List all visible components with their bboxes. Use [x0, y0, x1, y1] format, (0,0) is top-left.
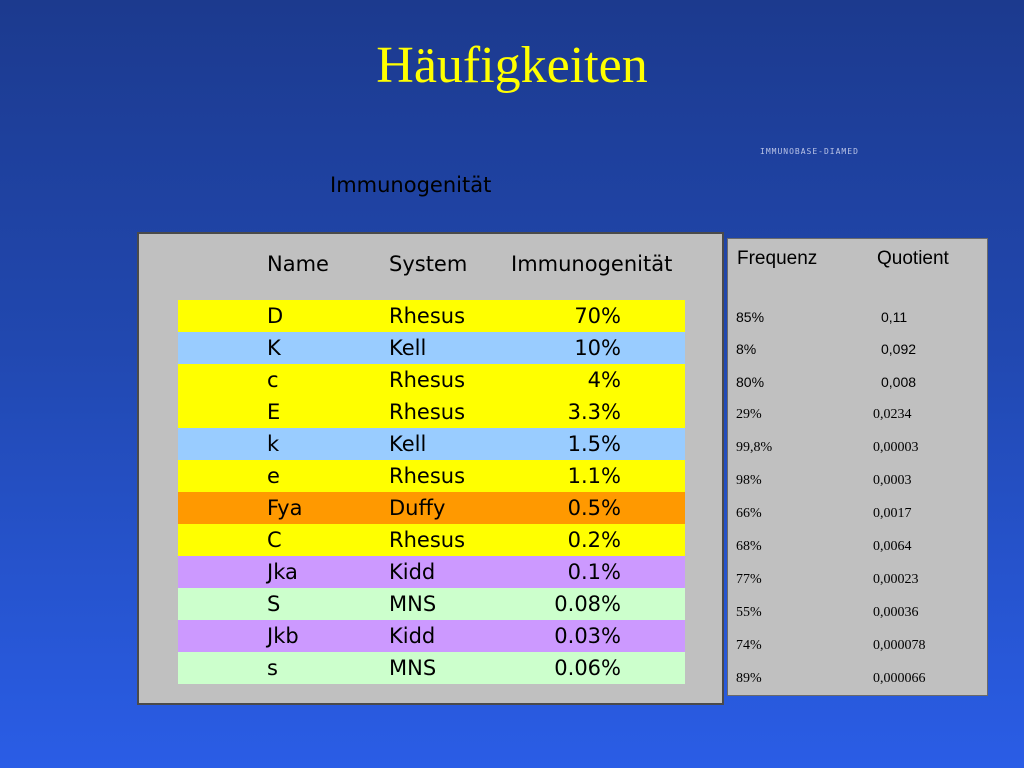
table-row [178, 428, 685, 460]
table-row [728, 572, 987, 592]
blood-group-system: Rhesus [389, 400, 466, 424]
blood-group-system: Rhesus [389, 464, 466, 488]
quotient-value: 0,0064 [873, 539, 912, 554]
header-immunogenicity: Immunogenität [511, 252, 673, 276]
table-row [178, 588, 685, 620]
frequency-value: 99,8% [736, 440, 773, 455]
frequency-value: 68% [736, 539, 762, 554]
table-row [178, 620, 685, 652]
blood-group-system: Duffy [389, 496, 446, 520]
table-row [728, 309, 987, 329]
antigen-name: D [267, 304, 284, 328]
header-system: System [389, 252, 468, 276]
quotient-value: 0,00036 [873, 605, 919, 620]
quotient-value: 0,00023 [873, 572, 919, 587]
table-row [728, 605, 987, 625]
table-row [178, 396, 685, 428]
immunogenicity-value: 3.3% [567, 400, 621, 424]
antigen-name: E [267, 400, 281, 424]
frequency-value: 66% [736, 506, 762, 521]
frequency-value: 74% [736, 638, 762, 653]
table-row [728, 506, 987, 526]
immunogenicity-table-panel [137, 232, 724, 705]
blood-group-system: Kidd [389, 624, 436, 648]
immunogenicity-value: 0.08% [554, 592, 621, 616]
immunogenicity-value: 0.03% [554, 624, 621, 648]
table-row [728, 440, 987, 460]
frequency-value: 55% [736, 605, 762, 620]
blood-group-system: Kell [389, 432, 427, 456]
table-row [178, 460, 685, 492]
quotient-value: 0,008 [881, 374, 917, 390]
frequency-value: 98% [736, 473, 762, 488]
table-row [178, 364, 685, 396]
table-row [728, 638, 987, 658]
immunogenicity-value: 0.06% [554, 656, 621, 680]
table-row [178, 524, 685, 556]
table-row [178, 332, 685, 364]
watermark-text: IMMUNOBASE-DIAMED [760, 147, 859, 156]
blood-group-system: MNS [389, 592, 437, 616]
frequency-value: 29% [736, 407, 762, 422]
frequency-quotient-panel [727, 238, 988, 696]
frequency-value: 80% [736, 374, 765, 390]
header-name: Name [267, 252, 329, 276]
quotient-value: 0,000066 [873, 671, 926, 686]
immunogenicity-value: 10% [574, 336, 621, 360]
immunogenicity-value: 0.1% [567, 560, 621, 584]
frequency-value: 77% [736, 572, 762, 587]
immunogenicity-heading: Immunogenität [330, 173, 492, 197]
table-row [178, 556, 685, 588]
immunogenicity-table-header [139, 252, 722, 282]
blood-group-system: MNS [389, 656, 437, 680]
antigen-name: s [267, 656, 278, 680]
blood-group-system: Kidd [389, 560, 436, 584]
antigen-name: c [267, 368, 279, 392]
quotient-value: 0,0017 [873, 506, 912, 521]
frequency-value: 8% [736, 341, 757, 357]
frequency-value: 85% [736, 309, 765, 325]
quotient-value: 0,11 [881, 309, 908, 325]
antigen-name: Jka [267, 560, 298, 584]
table-row [178, 492, 685, 524]
quotient-value: 0,0234 [873, 407, 912, 422]
table-row [728, 341, 987, 361]
quotient-value: 0,00003 [873, 440, 919, 455]
blood-group-system: Kell [389, 336, 427, 360]
immunogenicity-value: 70% [574, 304, 621, 328]
antigen-name: Jkb [267, 624, 299, 648]
immunogenicity-value: 0.2% [567, 528, 621, 552]
antigen-name: S [267, 592, 281, 616]
table-row [178, 652, 685, 684]
frequency-value: 89% [736, 671, 762, 686]
blood-group-system: Rhesus [389, 368, 466, 392]
table-row [728, 374, 987, 394]
antigen-name: C [267, 528, 282, 552]
immunogenicity-value: 0.5% [567, 496, 621, 520]
antigen-name: e [267, 464, 280, 488]
header-frequency: Frequenz [737, 248, 818, 269]
immunogenicity-table-body [178, 300, 685, 684]
immunogenicity-value: 1.1% [567, 464, 621, 488]
slide-title: Häufigkeiten [376, 37, 648, 94]
table-row [728, 407, 987, 427]
quotient-value: 0,0003 [873, 473, 912, 488]
quotient-value: 0,000078 [873, 638, 926, 653]
blood-group-system: Rhesus [389, 528, 466, 552]
table-row [178, 300, 685, 332]
quotient-value: 0,092 [881, 341, 917, 357]
immunogenicity-value: 1.5% [567, 432, 621, 456]
table-row [728, 671, 987, 691]
blood-group-system: Rhesus [389, 304, 466, 328]
antigen-name: k [267, 432, 280, 456]
immunogenicity-value: 4% [587, 368, 621, 392]
header-quotient: Quotient [877, 248, 949, 269]
antigen-name: K [267, 336, 281, 360]
table-row [728, 473, 987, 493]
antigen-name: Fya [267, 496, 303, 520]
table-row [728, 539, 987, 559]
